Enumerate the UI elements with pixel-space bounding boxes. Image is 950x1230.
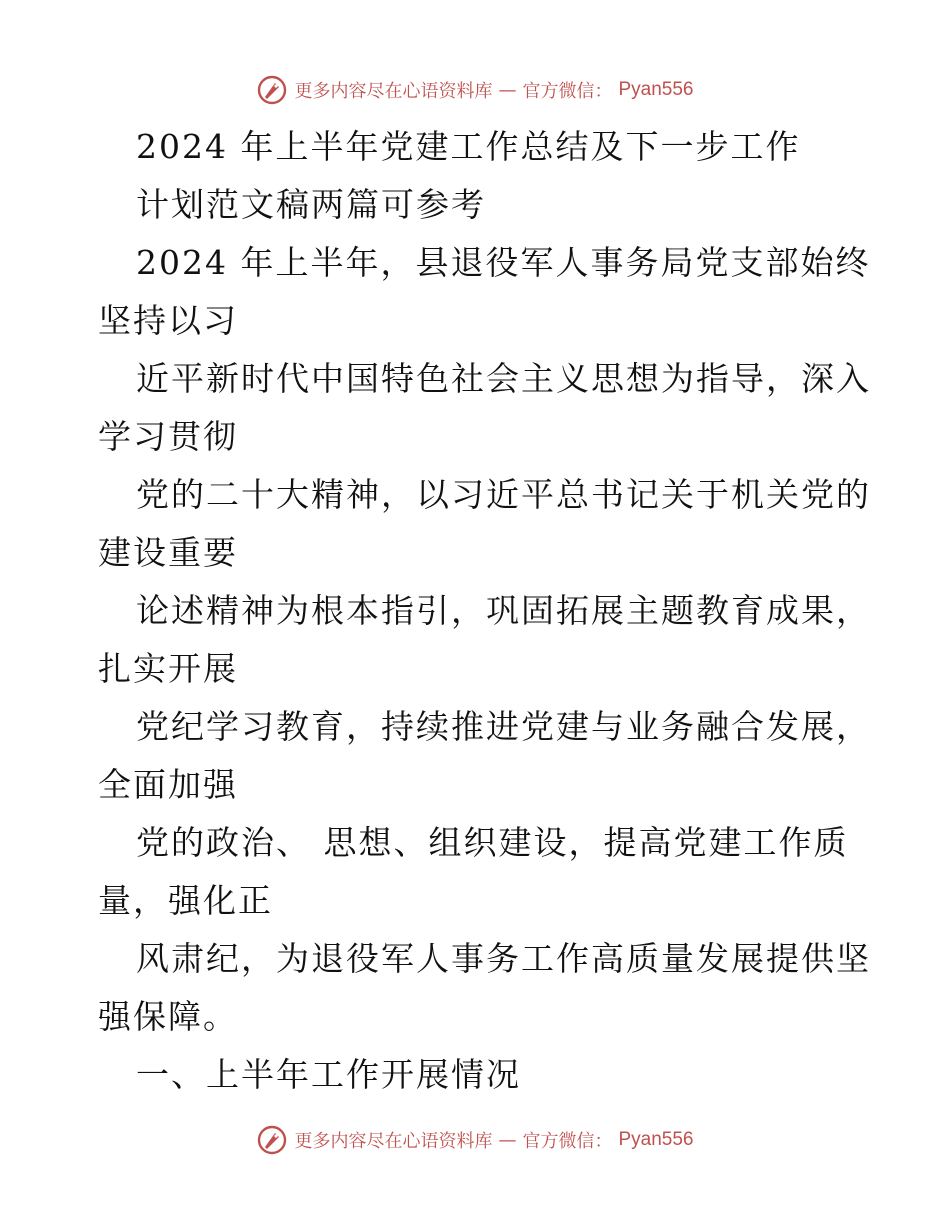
doc-paragraph-line: 近平新时代中国特色社会主义思想为指导，深入 — [136, 359, 871, 398]
doc-paragraph-line: 2024 年上半年，县退役军人事务局党支部始终 — [136, 243, 871, 282]
doc-paragraph-line: 党的政治、 思想、组织建设，提高党建工作质 — [136, 823, 849, 862]
doc-paragraph-line: 坚持以习 — [98, 301, 238, 340]
doc-paragraph-line: 强保障。 — [98, 997, 238, 1036]
banner-wechat-id: Pyan556 — [618, 1129, 694, 1150]
banner-wechat-id: Pyan556 — [618, 79, 694, 100]
header-watermark-banner — [0, 70, 950, 110]
doc-paragraph-line: 建设重要 — [98, 533, 238, 572]
banner-wechat-label: 官方微信： — [522, 1131, 613, 1152]
footer-watermark-banner — [0, 1120, 950, 1160]
pen-nib-logo-icon — [256, 74, 288, 106]
banner-text: 更多内容尽在心语资料库 — [294, 1131, 493, 1152]
doc-paragraph-line: 全面加强 — [98, 765, 238, 804]
doc-paragraph-line: 量，强化正 — [98, 881, 273, 920]
doc-paragraph-line: 风肃纪，为退役军人事务工作高质量发展提供坚 — [136, 939, 871, 978]
banner-text: 更多内容尽在心语资料库 — [294, 81, 493, 102]
document-body — [98, 124, 871, 1110]
doc-paragraph-line: 学习贯彻 — [98, 417, 238, 456]
banner-wechat-label: 官方微信： — [522, 81, 613, 102]
doc-paragraph-line: 党的二十大精神，以习近平总书记关于机关党的 — [136, 475, 871, 514]
banner-dash: — — [498, 79, 517, 101]
doc-paragraph-line: 论述精神为根本指引，巩固拓展主题教育成果， — [136, 591, 871, 630]
banner-dash: — — [498, 1129, 517, 1151]
doc-title-line-2: 计划范文稿两篇可参考 — [136, 185, 486, 224]
doc-paragraph-line: 党纪学习教育，持续推进党建与业务融合发展， — [136, 707, 871, 746]
doc-paragraph-line: 扎实开展 — [98, 649, 238, 688]
section-heading: 一、上半年工作开展情况 — [136, 1055, 521, 1094]
pen-nib-logo-icon — [256, 1124, 288, 1156]
doc-title-line-1: 2024 年上半年党建工作总结及下一步工作 — [136, 127, 801, 166]
